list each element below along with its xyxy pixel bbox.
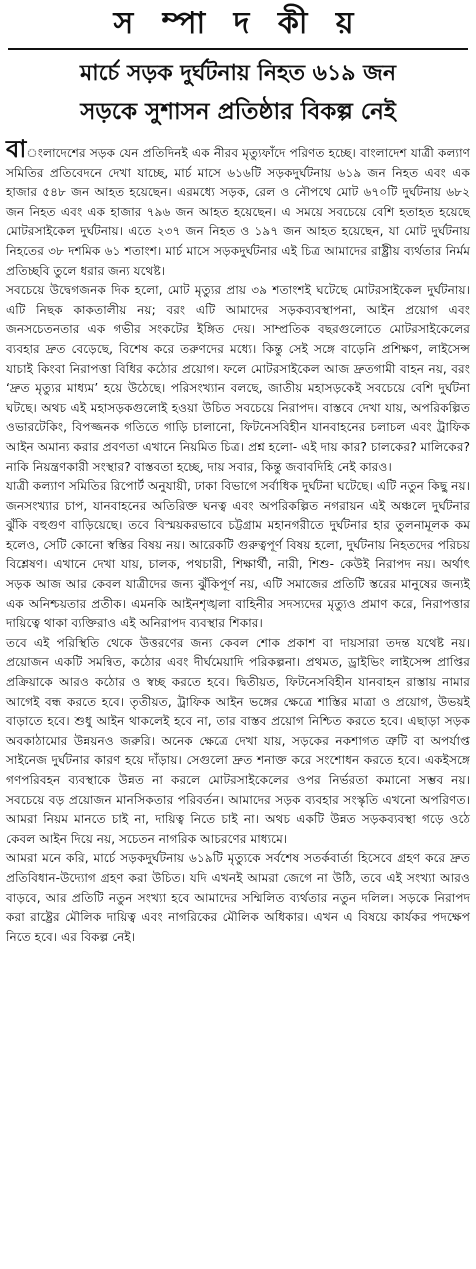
- drop-cap: বা: [6, 135, 27, 163]
- article-body: [6, 135, 470, 947]
- header-divider: [8, 48, 468, 50]
- paragraph-text: ংলাদেশের সড়ক যেন প্রতিদিনই এক নীরব মৃত্যুফাঁদে পরিণত হচ্ছে। বাংলাদেশ যাত্রী কল্যাণ সমিতির প্রতিবেদনে দেখা যাচ্ছে, মার্চ মাসে ৬১৬টি সড়কদুর্ঘটনায় ৬১৯ জন নিহত এবং এক হাজার ৫৪৮ জন আহত হয়েছেন। এরমধ্যে সড়ক, রেল ও নৌপথে মোট ৬৭০টি দুর্ঘটনায় ৬৮২ জন নিহত এবং এক হাজার ৭৯৬ জন আহত হয়েছেন। এ সময়ে সবচেয়ে বেশি হতাহত হয়েছে মোটরসাইকেল দুর্ঘটনায়। এতে ২৩৭ জন নিহত ও ১৯৭ জন আহত হয়েছেন, যা মোট দুর্ঘটনায় নিহতের ৩৮ দশমিক ৬১ শতাংশ। মার্চ মাসে সড়কদুর্ঘটনার এই চিত্র আমাদের রাষ্ট্রীয় ব্যর্থতার নির্মম প্রতিচ্ছবি তুলে ধরার জন্য যথেষ্ট।: [6, 146, 470, 278]
- headline-line-2: সড়কে সুশাসন প্রতিষ্ঠার বিকল্প নেই: [80, 99, 396, 125]
- article-paragraph: [6, 135, 470, 281]
- headline-line-1: মার্চে সড়ক দুর্ঘটনায় নিহত ৬১৯ জন: [80, 61, 396, 86]
- article-paragraph: সবচেয়ে উদ্বেগজনক দিক হলো, মোট মৃত্যুর প্রায় ৩৯ শতাংশই ঘটেছে মোটরসাইকেল দুর্ঘটনায়। এটি নিছক কাকতালীয় নয়; বরং এটি আমাদের সড়কব্যবস্থাপনা, আইন প্রয়োগ এবং জনসচেতনতার এক গভীর সংকটের ইঙ্গিত দেয়। সাম্প্রতিক বছরগুলোতে মোটরসাইকেলের ব্যবহার দ্রুত বেড়েছে, বিশেষ করে তরুণদের মধ্যে। কিন্তু সেই সঙ্গে বাড়েনি প্রশিক্ষণ, লাইসেন্স যাচাই কিংবা নিরাপত্তা বিধির কঠোর প্রয়োগ। ফলে মোটরসাইকেল আজ দ্রুতগামী বাহন নয়, বরং ‘দ্রুত মৃত্যুর মাধ্যম’ হয়ে উঠেছে। পরিসংখ্যান বলছে, জাতীয় মহাসড়কেই সবচেয়ে বেশি দুর্ঘটনা ঘটছে। অথচ এই মহাসড়কগুলোই হওয়া উচিত সবচেয়ে নিরাপদ। বাস্তবে দেখা যায়, অপরিকল্পিত ওভারটেকিং, বিপজ্জনক গতিতে গাড়ি চালানো, ফিটনেসবিহীন যানবাহনের চলাচল এবং ট্রাফিক আইন অমান্য করার প্রবণতা এখানে নিয়মিত চিত্র। প্রশ্ন হলো- এই দায় কার? চালকের? মালিকের? নাকি নিয়ন্ত্রণকারী সংস্থার? বাস্তবতা হচ্ছে, দায় সবার, কিন্তু জবাবদিহি নেই কারও।: [6, 283, 470, 474]
- article-paragraph: আমরা মনে করি, মার্চে সড়কদুর্ঘটনায় ৬১৯টি মৃত্যুকে সর্বশেষ সতর্কবার্তা হিসেবে গ্রহণ করে দ্রুত প্রতিবিধান-উদ্যোগ গ্রহণ করা উচিত। যদি এখনই আমরা জেগে না উঠি, তবে এই সংখ্যা আরও বাড়বে, আর প্রতিটি নতুন সংখ্যা হবে আমাদের সম্মিলিত ব্যর্থতার নতুন দলিল। সড়কে নিরাপদ করা রাষ্ট্রের মৌলিক দায়িত্ব এবং নাগরিকের মৌলিক অধিকার। এখন এ বিষয়ে কার্যকর পদক্ষেপ নিতে হবে। এর বিকল্প নেই।: [6, 851, 470, 944]
- article-paragraph: যাত্রী কল্যাণ সমিতির রিপোর্ট অনুযায়ী, ঢাকা বিভাগে সর্বাধিক দুর্ঘটনা ঘটেছে। এটি নতুন কিছু নয়। জনসংখ্যার চাপ, যানবাহনের অতিরিক্ত ঘনত্ব এবং অপরিকল্পিত নগরায়ন এই অঞ্চলে দুর্ঘটনার ঝুঁকি বহুগুণ বাড়িয়েছে। তবে বিস্ময়করভাবে চট্টগ্রাম মহানগরীতে দুর্ঘটনার হার তুলনামূলক কম হলেও, সেটি কোনো স্বস্তির বিষয় নয়। আরেকটি গুরুত্বপূর্ণ বিষয় হলো, দুর্ঘটনায় নিহতদের পরিচয় বিশ্লেষণ। এখানে দেখা যায়, চালক, পথচারী, শিক্ষার্থী, নারী, শিশু- কেউই নিরাপদ নয়। অর্থাৎ সড়ক আজ আর কেবল যাত্রীদের জন্য ঝুঁকিপূর্ণ নয়, এটি সমাজের প্রতিটি স্তরের মানুষের জন্যই এক অনিশ্চয়তার প্রতীক। এমনকি আইনশৃঙ্খলা বাহিনীর সদস্যদের মৃত্যুও প্রমাণ করে, নিরাপত্তার দায়িত্বে থাকা ব্যক্তিরাও এই অনিরাপদ ব্যবস্থার শিকার।: [6, 479, 470, 631]
- section-label: স ম্পা দ কী য়: [113, 6, 363, 41]
- article-paragraph: তবে এই পরিস্থিতি থেকে উত্তরণের জন্য কেবল শোক প্রকাশ বা দায়সারা তদন্ত যথেষ্ট নয়। প্রয়োজন একটি সমন্বিত, কঠোর এবং দীর্ঘমেয়াদি পরিকল্পনা। প্রথমত, ড্রাইভিং লাইসেন্স প্রাপ্তির প্রক্রিয়াকে আরও কঠোর ও স্বচ্ছ করতে হবে। দ্বিতীয়ত, ফিটনেসবিহীন যানবাহন রাস্তায় নামার আগেই বন্ধ করতে হবে। তৃতীয়ত, ট্রাফিক আইন ভঙ্গের ক্ষেত্রে শাস্তির মাত্রা ও প্রয়োগ, উভয়ই বাড়াতে হবে। শুধু আইন থাকলেই হবে না, তার বাস্তব প্রয়োগ নিশ্চিত করতে হবে। এছাড়া সড়ক অবকাঠামোর উন্নয়নও জরুরি। অনেক ক্ষেত্রে দেখা যায়, সড়কের নকশাগত ত্রুটি বা অপর্যাপ্ত সাইনেজ দুর্ঘটনার কারণ হয়ে দাঁড়ায়। সেগুলো দ্রুত শনাক্ত করে সংশোধন করতে হবে। একইসঙ্গে গণপরিবহন ব্যবস্থাকে উন্নত না করলে মোটরসাইকেলের ওপর নির্ভরতা কমানো সম্ভব নয়। সবচেয়ে বড় প্রয়োজন মানসিকতার পরিবর্তন। আমাদের সড়ক ব্যবহার সংস্কৃতি এখনো অপরিণত। আমরা নিয়ম মানতে চাই না, দায়িত্ব নিতে চাই না। অথচ একটি উন্নত সড়কব্যবস্থা গড়ে ওঠে কেবল আইন দিয়ে নয়, সচেতন নাগরিক আচরণের মাধ্যমে।: [6, 635, 470, 846]
